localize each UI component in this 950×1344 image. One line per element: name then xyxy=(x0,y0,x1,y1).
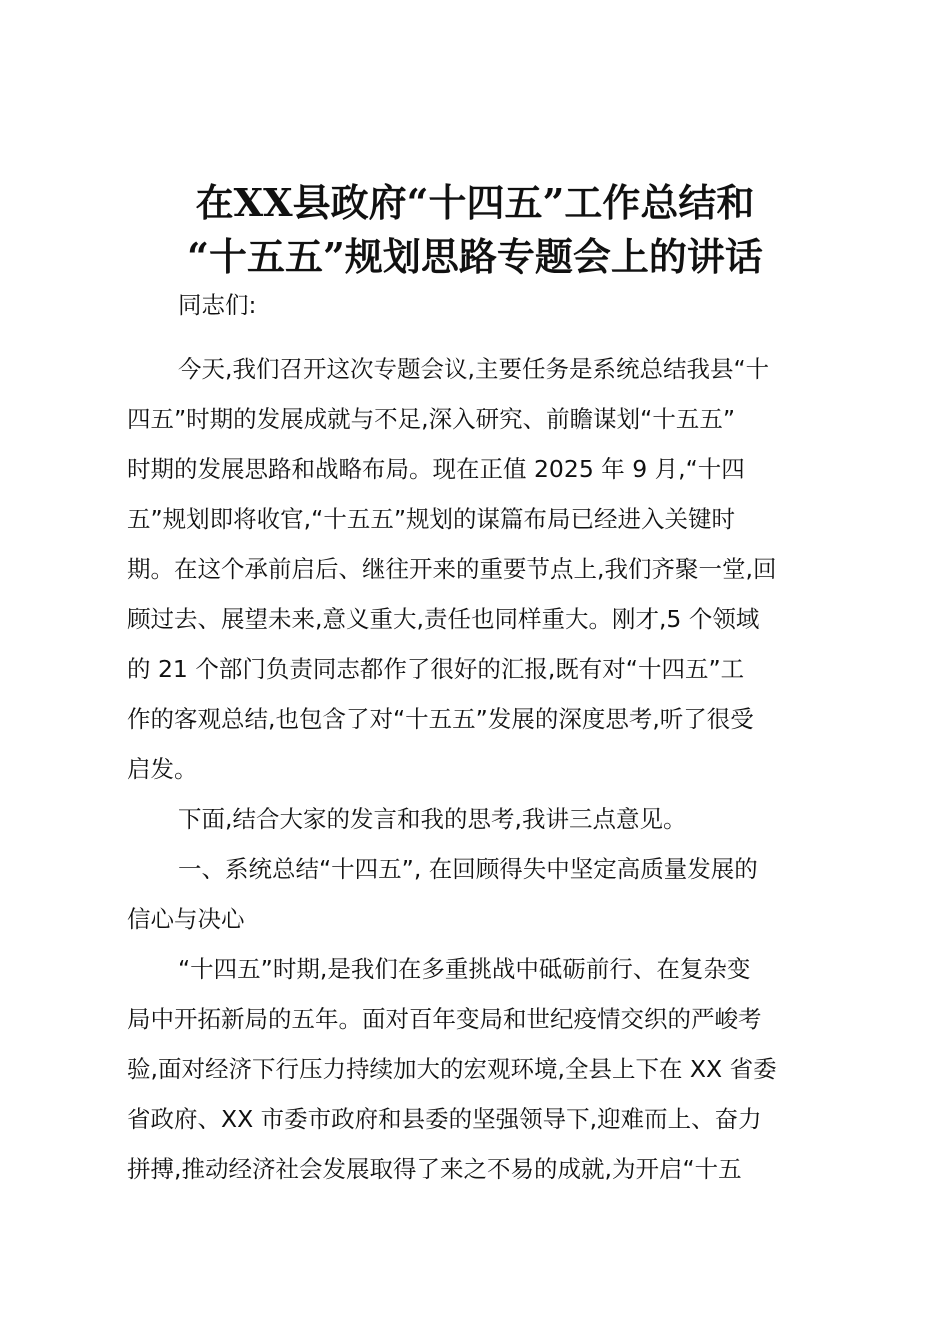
paragraph-line: 四五”时期的发展成就与不足,深入研究、前瞻谋划“十五五” xyxy=(127,405,735,433)
paragraph-line: 今天,我们召开这次专题会议,主要任务是系统总结我县“十 xyxy=(178,355,770,383)
paragraph-line: “十四五”时期,是我们在多重挑战中砥砺前行、在复杂变 xyxy=(178,955,751,983)
paragraph-line: 下面,结合大家的发言和我的思考,我讲三点意见。 xyxy=(178,805,687,833)
paragraph-line: 省政府、XX 市委市政府和县委的坚强领导下,迎难而上、奋力 xyxy=(127,1105,762,1133)
document-body xyxy=(127,280,833,1194)
paragraph-line: 拼搏,推动经济社会发展取得了来之不易的成就,为开启“十五 xyxy=(127,1155,742,1183)
salutation: 同志们: xyxy=(178,291,257,319)
section-heading-line: 信心与决心 xyxy=(127,905,245,933)
paragraph-line: 顾过去、展望未来,意义重大,责任也同样重大。刚才,5 个领域 xyxy=(127,605,760,633)
paragraph-line: 的 21 个部门负责同志都作了很好的汇报,既有对“十四五”工 xyxy=(127,655,745,683)
title-line-1: 在XX县政府“十四五”工作总结和 xyxy=(195,180,755,225)
paragraph-line: 启发。 xyxy=(127,755,198,783)
document-title xyxy=(100,176,850,284)
paragraph-line: 验,面对经济下行压力持续加大的宏观环境,全县上下在 XX 省委 xyxy=(127,1055,777,1083)
paragraph-line: 作的客观总结,也包含了对“十五五”发展的深度思考,听了很受 xyxy=(127,705,754,733)
paragraph-line: 局中开拓新局的五年。面对百年变局和世纪疫情交织的严峻考 xyxy=(127,1005,762,1033)
paragraph-line: 五”规划即将收官,“十五五”规划的谋篇布局已经进入关键时 xyxy=(127,505,735,533)
paragraph-line: 时期的发展思路和战略布局。现在正值 2025 年 9 月,“十四 xyxy=(127,455,745,483)
title-line-2: “十五五”规划思路专题会上的讲话 xyxy=(187,234,763,279)
section-heading-line: 一、系统总结“十四五”, 在回顾得失中坚定高质量发展的 xyxy=(178,855,758,883)
paragraph-line: 期。在这个承前启后、继往开来的重要节点上,我们齐聚一堂,回 xyxy=(127,555,777,583)
